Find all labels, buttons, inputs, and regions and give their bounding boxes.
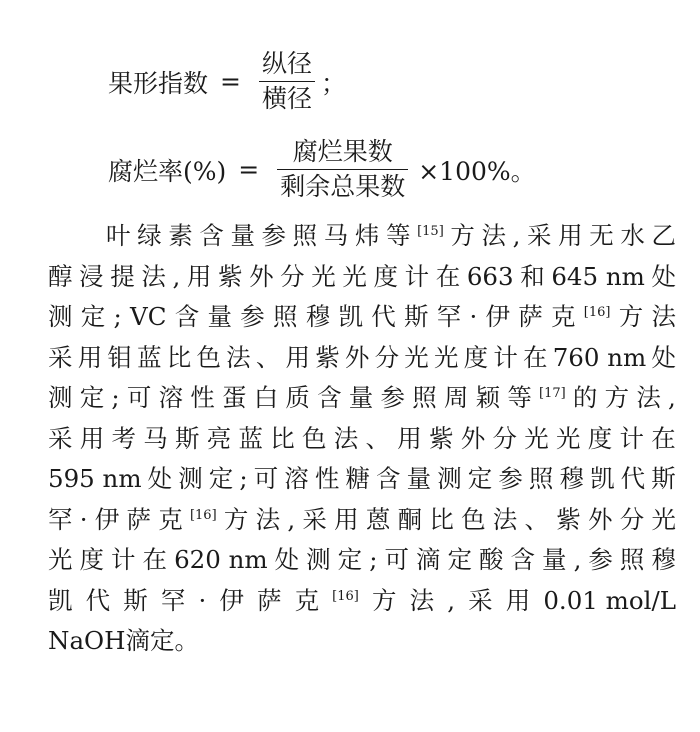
text-glyph: 含: [199, 221, 224, 250]
text-glyph: 和: [520, 261, 545, 291]
text-glyph: 、: [524, 504, 550, 534]
formula-decay-rate: [108, 136, 536, 203]
text-glyph: 性: [314, 464, 340, 493]
text-glyph: 滴: [415, 545, 441, 574]
text-glyph: 溶: [284, 464, 309, 493]
text-glyph: 亮: [206, 423, 232, 453]
text-glyph: 罕: [48, 504, 73, 534]
text-glyph: 度: [373, 261, 398, 291]
text-glyph: 色: [302, 423, 327, 453]
text-glyph: 参: [240, 302, 265, 331]
text-glyph: 含: [174, 302, 200, 331]
text-glyph: 测: [48, 302, 73, 331]
text-glyph: 含: [317, 383, 342, 412]
text-glyph: 斯: [175, 423, 200, 453]
text-glyph: 醇: [48, 261, 73, 291]
text-glyph: 度: [463, 342, 489, 372]
text-glyph: 光: [651, 504, 676, 534]
text-glyph: 蓝: [238, 423, 263, 453]
text-glyph: 620 nm: [174, 545, 268, 574]
text-glyph: 素: [168, 221, 193, 250]
text-glyph: ·: [469, 302, 478, 331]
text-glyph: 、: [255, 342, 281, 372]
text-glyph: 可: [384, 545, 409, 574]
text-glyph: 可: [253, 464, 279, 493]
text-glyph: 萨: [256, 585, 282, 615]
citation-reference: [16]: [189, 507, 217, 523]
text-glyph: 伊: [219, 585, 244, 615]
text-glyph: 酮: [397, 504, 423, 534]
text-glyph: 在: [523, 342, 548, 372]
text-glyph: 计: [404, 261, 430, 291]
text-glyph: 性: [190, 383, 215, 412]
text-glyph: 分: [374, 342, 400, 372]
text-glyph: 叶: [106, 221, 131, 250]
fraction: [277, 136, 408, 203]
text-glyph: 采: [302, 504, 327, 534]
formula-label: 腐烂率(%): [108, 156, 227, 186]
text-glyph: 光: [524, 423, 549, 453]
citation-reference: [16]: [332, 588, 359, 604]
text-glyph: 在: [435, 261, 461, 291]
text-glyph: 考: [111, 423, 136, 453]
text-glyph: 酸: [479, 545, 504, 574]
text-glyph: 紫: [315, 342, 340, 372]
text-glyph: 的: [572, 383, 598, 412]
text-glyph: 定: [79, 383, 105, 412]
methods-paragraph: [48, 216, 676, 662]
text-glyph: 定: [467, 464, 493, 493]
text-glyph: 比: [270, 423, 295, 453]
text-glyph: 量: [230, 221, 255, 250]
text-glyph: 克: [158, 504, 183, 534]
paragraph-line: NaOH滴定。: [48, 626, 199, 655]
text-glyph: ,: [573, 545, 582, 574]
text-glyph: 用: [558, 221, 583, 250]
text-glyph: 方: [618, 302, 644, 331]
text-glyph: ,: [512, 221, 521, 250]
text-glyph: 595 nm: [48, 464, 142, 493]
text-glyph: 法: [636, 383, 661, 412]
text-glyph: 、: [365, 423, 390, 453]
text-glyph: 处: [651, 261, 676, 291]
text-glyph: 无: [589, 221, 614, 250]
text-glyph: 分: [280, 261, 305, 291]
text-glyph: 克: [294, 585, 320, 615]
text-glyph: 参: [588, 545, 613, 574]
text-glyph: 量: [348, 383, 374, 412]
fraction-numerator: 纵径: [261, 49, 312, 78]
text-glyph: ,: [172, 261, 181, 291]
text-glyph: 马: [323, 221, 349, 250]
citation-reference: [16]: [583, 305, 611, 320]
text-glyph: 色: [196, 342, 221, 372]
formula-suffix: ×100%。: [418, 156, 536, 186]
text-glyph: 含: [510, 545, 536, 574]
text-glyph: 蓝: [137, 342, 162, 372]
text-glyph: 定: [208, 464, 234, 493]
fraction-denominator: 横径: [261, 84, 312, 113]
text-glyph: 乙: [651, 221, 676, 250]
text-glyph: ;: [369, 545, 378, 574]
text-glyph: 测: [178, 464, 203, 493]
text-glyph: 用: [334, 504, 359, 534]
paragraph-line: [48, 257, 676, 298]
text-glyph: 参: [498, 464, 523, 493]
text-glyph: 光: [342, 261, 367, 291]
text-glyph: 法: [409, 585, 435, 615]
text-glyph: 含: [376, 464, 401, 493]
text-glyph: 质: [285, 383, 310, 412]
text-glyph: 紫: [217, 261, 243, 291]
text-glyph: 蛋: [221, 383, 247, 412]
text-glyph: 凯: [590, 464, 615, 493]
text-glyph: 处: [147, 464, 173, 493]
text-glyph: 光: [48, 545, 73, 574]
text-glyph: 定: [337, 545, 363, 574]
text-glyph: ;: [113, 302, 122, 331]
fraction-numerator: 腐烂果数: [292, 137, 393, 166]
text-glyph: 斯: [403, 302, 429, 331]
text-glyph: 参: [380, 383, 405, 412]
text-glyph: 计: [111, 545, 136, 574]
text-glyph: 罕: [436, 302, 462, 331]
text-glyph: 绿: [137, 221, 162, 250]
text-glyph: 在: [651, 423, 676, 453]
text-glyph: 凯: [48, 585, 73, 615]
text-glyph: ;: [239, 464, 248, 493]
text-glyph: 法: [255, 504, 281, 534]
text-glyph: 斯: [123, 585, 148, 615]
text-glyph: 罕: [160, 585, 186, 615]
text-glyph: 方: [371, 585, 397, 615]
text-glyph: 照: [412, 383, 437, 412]
paragraph-line: [48, 581, 676, 622]
text-glyph: 法: [651, 302, 676, 331]
text-glyph: 法: [141, 261, 166, 291]
formula-fruit-shape-index: [108, 48, 346, 115]
text-glyph: 提: [110, 261, 135, 291]
paragraph-line: [48, 378, 676, 419]
formula-label: 果形指数: [108, 68, 209, 98]
text-glyph: 伊: [94, 504, 120, 534]
text-glyph: 用: [285, 342, 310, 372]
text-glyph: 斯: [651, 464, 676, 493]
text-glyph: 量: [542, 545, 567, 574]
text-glyph: 可: [126, 383, 152, 412]
text-glyph: 凯: [338, 302, 363, 331]
text-glyph: 法: [226, 342, 251, 372]
paragraph-line: [48, 338, 676, 379]
text-glyph: 处: [274, 545, 300, 574]
text-glyph: ,: [447, 585, 455, 615]
text-glyph: 度: [79, 545, 105, 574]
text-glyph: 蒽: [365, 504, 391, 534]
text-glyph: 糖: [345, 464, 370, 493]
paragraph-line: [48, 459, 676, 500]
text-glyph: 光: [556, 423, 581, 453]
text-glyph: 法: [492, 504, 518, 534]
text-glyph: 白: [253, 383, 279, 412]
fraction-denominator: 剩余总果数: [280, 172, 406, 201]
text-glyph: 外: [588, 504, 613, 534]
paragraph-line: [48, 419, 676, 460]
text-glyph: 分: [492, 423, 517, 453]
text-glyph: 色: [461, 504, 486, 534]
text-glyph: 0.01 mol/L: [543, 585, 676, 615]
text-glyph: 法: [333, 423, 359, 453]
text-glyph: 方: [604, 383, 630, 412]
text-glyph: 等: [507, 383, 532, 412]
text-glyph: 外: [249, 261, 274, 291]
text-glyph: 代: [371, 302, 396, 331]
text-glyph: 参: [261, 221, 287, 250]
text-glyph: VC: [130, 302, 167, 331]
text-glyph: 用: [79, 423, 105, 453]
text-glyph: 紫: [556, 504, 581, 534]
text-glyph: 量: [406, 464, 432, 493]
text-glyph: 浸: [79, 261, 104, 291]
text-glyph: 采: [48, 342, 73, 372]
text-glyph: 照: [272, 302, 298, 331]
text-glyph: 穆: [559, 464, 584, 493]
text-glyph: 光: [404, 342, 429, 372]
text-glyph: 克: [551, 302, 576, 331]
text-glyph: 溶: [158, 383, 184, 412]
text-glyph: 计: [619, 423, 644, 453]
text-glyph: 紫: [429, 423, 454, 453]
text-glyph: 光: [433, 342, 459, 372]
text-glyph: 照: [528, 464, 554, 493]
text-glyph: 光: [311, 261, 336, 291]
text-glyph: 测: [306, 545, 331, 574]
text-glyph: ;: [111, 383, 120, 412]
equals-sign: =: [220, 67, 241, 96]
text-glyph: 等: [385, 221, 411, 250]
text-glyph: 水: [620, 221, 645, 250]
text-glyph: 645 nm: [551, 261, 645, 291]
text-glyph: 用: [77, 342, 103, 372]
text-glyph: 萨: [518, 302, 543, 331]
paragraph-line: [48, 297, 676, 338]
text-glyph: 用: [505, 585, 531, 615]
text-glyph: 代: [85, 585, 111, 615]
text-glyph: 穆: [651, 545, 676, 574]
text-glyph: 穆: [305, 302, 331, 331]
text-glyph: ,: [668, 383, 676, 412]
text-glyph: ,: [287, 504, 296, 534]
text-glyph: 炜: [354, 221, 380, 250]
text-glyph: 在: [142, 545, 168, 574]
text-glyph: 马: [143, 423, 168, 453]
text-glyph: 用: [397, 423, 422, 453]
text-glyph: 测: [48, 383, 73, 412]
text-glyph: 外: [460, 423, 486, 453]
text-glyph: 外: [344, 342, 370, 372]
text-glyph: 比: [166, 342, 192, 372]
text-glyph: 伊: [485, 302, 511, 331]
text-glyph: 分: [619, 504, 645, 534]
formula-suffix: ；: [320, 68, 346, 98]
text-glyph: 周: [443, 383, 469, 412]
text-glyph: 测: [437, 464, 462, 493]
fraction: [259, 48, 315, 115]
text-glyph: 定: [80, 302, 106, 331]
text-glyph: 度: [587, 423, 613, 453]
text-glyph: 钼: [107, 342, 132, 372]
text-glyph: 方: [223, 504, 249, 534]
text-glyph: 比: [429, 504, 454, 534]
paragraph-line: [48, 500, 676, 541]
text-glyph: 照: [292, 221, 318, 250]
paragraph-line: [48, 216, 676, 257]
text-glyph: 量: [207, 302, 232, 331]
text-glyph: 方: [450, 221, 475, 250]
text-glyph: 萨: [126, 504, 151, 534]
citation-reference: [17]: [539, 386, 566, 401]
text-glyph: 处: [651, 342, 676, 372]
text-glyph: 颖: [475, 383, 501, 412]
text-glyph: 法: [481, 221, 506, 250]
text-glyph: 663: [466, 261, 514, 291]
text-glyph: 采: [48, 423, 73, 453]
text-glyph: 760 nm: [552, 342, 647, 372]
equals-sign: =: [238, 155, 260, 184]
text-glyph: 代: [620, 464, 646, 493]
text-glyph: 定: [447, 545, 472, 574]
text-glyph: 计: [493, 342, 518, 372]
text-glyph: ·: [198, 585, 207, 615]
text-glyph: ·: [79, 504, 88, 534]
text-glyph: 采: [468, 585, 493, 615]
text-glyph: 采: [527, 221, 552, 250]
paragraph-line: [48, 540, 676, 581]
text-glyph: 用: [186, 261, 212, 291]
citation-reference: [15]: [417, 224, 444, 239]
text-glyph: 照: [619, 545, 645, 574]
